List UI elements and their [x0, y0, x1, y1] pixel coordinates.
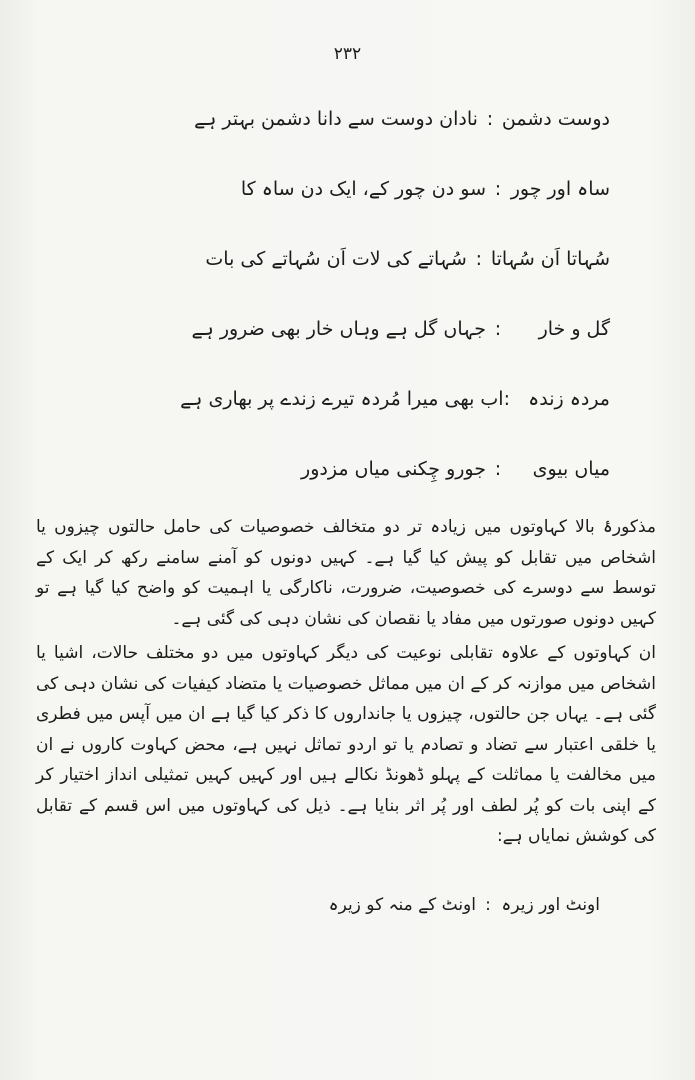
- separator-colon: :: [486, 108, 494, 130]
- proverb-term: ساہ اور چور: [510, 178, 610, 200]
- proverb-saying: جہاں گل ہے وہاں خار بھی ضرور ہے: [191, 318, 486, 340]
- proverb-entry: [190, 248, 610, 318]
- proverb-saying: نادان دوست سے دانا دشمن بہتر ہے: [194, 108, 478, 130]
- separator-colon: :: [494, 318, 502, 340]
- proverb-entry: [220, 894, 600, 964]
- proverb-entry: [190, 318, 610, 388]
- proverb-entry: [190, 178, 610, 248]
- separator-colon: :: [485, 895, 491, 915]
- proverb-term: میاں بیوی: [532, 458, 610, 480]
- body-text: [36, 512, 656, 852]
- proverb-saying: سو دن چور کے، ایک دن ساہ کا: [240, 178, 486, 200]
- separator-colon: :: [475, 248, 483, 270]
- paragraph: مذکورۂ بالا کہاوتوں میں زیادہ تر دو متخالف خصوصیات کی حامل حالتوں چیزوں یا اشخاص میں تقابل کو پیش کیا گیا ہے۔ کہیں دونوں کو آمنے سامنے رکھ کر ایک کے توسط سے دوسرے کی خصوصیت، ضرورت، ناکارگی یا اہمیت کو واضح کیا گیا ہے تو کہیں دونوں صورتوں میں مفاد یا نقصان کی نشان دہی کی گئی ہے۔: [36, 517, 656, 629]
- paragraph: ان کہاوتوں کے علاوہ تقابلی نوعیت کی دیگر کہاوتوں میں دو مختلف حالات، اشیا یا اشخاص میں موازنہ کر کے ان میں مماثل خصوصیات یا متضاد کیفیات کی نشان دہی کی گئی ہے۔ یہاں جن حالتوں، چیزوں یا جانداروں کا ذکر کیا گیا ہے ان میں آپس میں فطری یا خلقی اعتبار سے تضاد و تصادم یا تو اردو تماثل نہیں ہے، محض کہاوت کاروں نے ان میں مخالفت یا مماثلت کے پہلو ڈھونڈ نکالے ہیں اور کہیں کہیں تمثیلی انداز اختیار کر کے اپنی بات کو پُر لطف اور پُر اثر بنایا ہے۔ ذیل کی کہاوتوں میں اس قسم کے تقابل کی کوشش نمایاں ہے:: [36, 643, 656, 846]
- separator-colon: :: [494, 178, 502, 200]
- proverb-term: دوست دشمن: [501, 108, 610, 130]
- separator-colon: :: [503, 388, 510, 410]
- proverb-term: سُہاتا اَن سُہاتا: [490, 248, 610, 270]
- proverb-saying: سُہاتے کی لات اَن سُہاتے کی بات: [205, 248, 467, 270]
- proverb-saying: اونٹ کے منہ کو زیرہ: [328, 895, 476, 915]
- proverb-saying: اب بھی میرا مُردہ تیرے زندے پر بھاری ہے: [180, 388, 504, 410]
- page-number: ۲۳۲: [333, 44, 362, 64]
- proverb-term: مردہ زندہ: [528, 388, 610, 410]
- proverb-entry: [180, 388, 610, 458]
- proverb-term: اونٹ اور زیرہ: [501, 895, 600, 915]
- proverb-term: گل و خار: [538, 318, 610, 340]
- proverb-saying: جورو چِکنی میاں مزدور: [301, 458, 486, 480]
- proverb-entry: [190, 108, 610, 178]
- separator-colon: :: [494, 458, 502, 480]
- proverb-list: [180, 108, 610, 528]
